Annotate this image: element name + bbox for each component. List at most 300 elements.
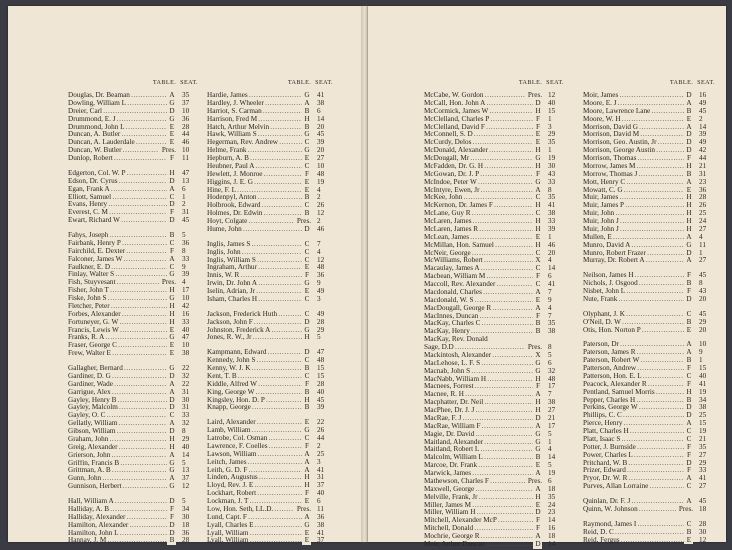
table-letter: C [302,257,311,265]
list-item [68,365,198,373]
seat-number: 8 [182,247,186,255]
list-item [68,100,198,108]
table-letter: E [302,155,311,163]
list-item [68,475,198,483]
guest-name: McFadden, Dr. G. H . . . [424,163,540,171]
table-letter: D [684,296,693,304]
seat-number: 40 [699,372,707,380]
list-item [424,470,564,478]
guest-name: Gardiner, Wade . . . [68,381,174,389]
list-item [68,155,198,163]
list-item [68,514,198,522]
table-letter: D [167,404,176,412]
guest-name: Inglis, William S . . . [207,257,309,265]
seat-number: 48 [317,357,325,365]
guest-name: Holmes, Dr. Edwin . . . [207,210,309,218]
seat-number: 12 [317,256,325,264]
seat-number: 33 [548,218,556,225]
guest-name: Mathewson, Charles F . . . [424,478,540,486]
right-page [368,6,726,548]
table-letter: A [167,256,176,264]
table-letter: H [533,202,542,210]
table-letter: F [533,124,542,132]
seat-number: 6 [548,477,552,485]
list-item [424,131,564,139]
seat-number: 19 [548,155,556,162]
header-seat-label: SEAT. [315,79,333,86]
seat-number: 37 [317,482,325,490]
table-letter: A [533,289,542,297]
list-item [583,521,715,529]
guest-name: Reid, D. C . . . [583,529,691,537]
guest-name: Gayley, Malcolm . . . [68,404,174,412]
list-item [424,242,564,250]
guest-name: Douglas, Dr. Beaman . . . [68,92,174,100]
table-letter: A [533,305,542,313]
table-letter: D [302,226,311,234]
guest-name: Kennedy, John S . . . [207,357,309,365]
table-letter: C [302,311,311,319]
guest-name: Fahys, Joseph . . . [68,232,174,240]
seat-number: 32 [182,420,190,428]
seat-number: 47 [317,349,325,357]
guest-name: Munro, David A . . . [583,242,691,250]
seat-number: 41 [317,466,325,474]
seat-number: 33 [182,318,190,326]
table-letter: B [684,529,693,537]
seat-number: 13 [182,467,190,475]
list-item [207,435,333,443]
guest-name: Maxwell, George . . . [424,486,540,494]
list-item [68,116,198,124]
table-letter: D [684,139,693,147]
list-item [583,218,715,226]
seat-number: 33 [182,255,190,263]
list-item [68,334,198,342]
table-letter: E [302,187,311,195]
guest-name: Leith, G. D. F . . . [207,467,309,475]
seat-number: 35 [548,320,556,328]
guest-name: Lund, Capt. F . . . [207,514,309,522]
guest-name: Elliott, Samuel . . . [68,194,174,202]
list-item [424,478,564,486]
seat-number: 16 [548,525,556,533]
list-item [424,446,564,454]
list-item [424,187,564,195]
list-item [68,287,198,295]
table-letter: H [302,334,311,342]
table-letter: A [167,452,176,460]
guest-name: Lamb, William . . . [207,427,309,435]
guest-name: Gayley, Henry B . . . [68,397,174,405]
seat-number: 42 [699,147,707,155]
guest-name: Reid, Fergus . . . [583,537,691,545]
guest-name: Hamilton, John L . . . [68,530,174,538]
list-item [68,373,198,381]
seat-number: 14 [548,454,556,462]
table-letter: D [167,108,176,116]
list-item [424,171,564,179]
guest-name: Gayley, O. C . . . [68,412,174,420]
seat-number: 4 [548,257,552,265]
table-letter: D [684,460,693,468]
table-letter: B [302,404,311,412]
table-letter: B [684,357,693,365]
seat-number: 37 [317,537,325,545]
seat-number: 10 [182,147,190,155]
guest-name: MacInnes, Duncan . . . [424,313,540,321]
seat-number: 42 [182,302,190,310]
list-item [424,541,564,549]
table-letter: H [302,116,311,124]
seat-number: 28 [182,537,190,545]
table-letter: B [302,124,311,132]
guest-name: Lawrence, F. Coelles . . . [207,443,309,451]
table-letter: H [684,218,693,226]
guest-name: Hewlett, J. Monroe . . . [207,171,309,179]
guest-name: Graham, John . . . [68,436,174,444]
guest-name: Lyall, Charles E . . . [207,522,309,530]
seat-number: 5 [182,459,186,467]
list-item [424,454,564,462]
list-item [207,218,333,226]
guest-name: Edson, Dr. Cyrus . . . [68,178,174,186]
guest-name: Hoyt, Colgate . . . [207,218,309,226]
guest-name: McCurdy, Delos . . . [424,139,540,147]
list-item [68,131,198,139]
guest-name: Gardiner, D. G . . . [68,373,174,381]
table-letter: H [533,108,542,116]
seat-number: 15 [548,107,556,115]
list-item [68,124,198,132]
guest-name: Fletcher, Peter . . . [68,303,174,311]
table-letter: H [167,287,176,295]
list-item [583,452,715,460]
list-item [68,139,198,147]
guest-name: McIndoe, Peter W . . . [424,179,540,187]
seat-number: 25 [699,412,707,420]
seat-number: 32 [182,372,190,380]
table-letter: H [533,494,542,502]
list-item [207,116,333,124]
seat-number: 18 [699,505,707,513]
guest-name: McClelland, David F . . . [424,124,540,132]
table-letter: C [302,296,311,304]
table-letter: Pres. [294,506,313,514]
guest-name: Kingsley, Hon. D. P . . . [207,397,309,405]
table-letter: H [533,218,542,226]
list-item [207,506,333,514]
guest-name: McConnell, S. D . . . [424,131,540,139]
guest-name: Lockman, J. T . . . [207,498,309,506]
seat-number: 4 [548,446,552,454]
seat-number: 32 [548,367,556,375]
seat-number: 15 [699,420,707,428]
table-letter: A [684,475,693,483]
seat-number: 19 [699,428,707,435]
table-letter: E [167,131,176,139]
table-letter: D [167,522,176,530]
seat-number: 4 [182,279,186,287]
list-item [583,226,715,234]
table-letter: F [684,272,693,280]
seat-number: 15 [317,372,325,380]
guest-name: Pryor, Dr. W. R . . . [583,475,691,483]
seat-number: 38 [699,404,707,412]
header-seat-label: SEAT. [546,79,564,86]
list-item [207,482,333,490]
seat-number: 4 [317,248,321,256]
table-letter: A [533,486,542,494]
seat-number: 6 [317,498,321,505]
seat-number: 30 [548,162,556,170]
table-letter: C [302,249,311,257]
guest-name: Paterson, Dr . . . [583,341,691,349]
seat-number: 27 [317,155,325,162]
table-letter: C [302,373,311,381]
table-letter: H [533,376,542,384]
list-item [583,506,715,514]
table-letter: C [167,412,176,420]
table-letter: E [302,530,311,538]
list-item [207,537,333,545]
list-item [583,131,715,139]
table-letter: E [167,124,176,132]
guest-name: Faulkner, E. D . . . [68,264,174,272]
table-letter: A [167,420,176,428]
list-item [68,295,198,303]
seat-number: 47 [182,169,190,177]
table-letter: E [533,297,542,305]
seat-number: 8 [182,428,186,435]
guest-name: McDougall, Mr . . . [424,155,540,163]
table-letter: A [684,341,693,349]
seat-number: 5 [548,430,552,438]
guest-name: Prizer, Edward . . . [583,467,691,475]
guest-name: Marcoe, Dr. Frank . . . [424,462,540,470]
table-letter: C [533,194,542,202]
guest-name: Innis, W. R . . . [207,272,309,280]
seat-number: 37 [182,475,190,483]
list-item [583,444,715,452]
guest-name: Linden, Augustus . . . [207,474,309,482]
seat-number: 39 [548,225,556,233]
table-letter: D [167,373,176,381]
table-letter: A [684,124,693,132]
list-item [583,155,715,163]
table-letter: X [533,257,542,265]
list-item [207,264,333,272]
guest-name: Iselin, Adrian, Jr . . . [207,288,309,296]
seat-number: 29 [699,318,707,326]
table-letter: G [302,427,311,435]
table-letter: H [533,147,542,155]
table-letter: H [167,170,176,178]
guest-name: Olyphant, J. K . . . [583,311,691,319]
list-item [424,289,564,297]
guest-name: Kampmann, Edward . . . [207,349,309,357]
guest-name: Otis, Hon. Norton P . . . [583,327,691,335]
table-letter: G [533,155,542,163]
table-letter: G [167,365,176,373]
list-item [68,279,198,287]
guest-name: Falconer, James W . . . [68,256,174,264]
list-item [68,108,198,116]
guest-name: Maitland, Alexander . . . [424,439,540,447]
header-table-label: TABLE. [518,79,543,86]
guest-name: Lloyd, Rev. J. E . . . [207,482,309,490]
list-item [68,342,198,350]
guest-name: Hegerman, Rev. Andrew . . . [207,139,309,147]
seat-number: 4 [699,233,703,241]
guest-name: Isham, Charles H . . . [207,296,309,304]
list-item [583,537,715,545]
seat-number: 31 [317,474,325,482]
list-item [68,506,198,514]
list-item [583,116,715,124]
list-item [424,525,564,533]
seat-number: 9 [317,280,321,288]
guest-name: Ingraham, Arthur . . . [207,264,309,272]
list-item [583,234,715,242]
guest-name: Moore, E. J . . . [583,100,691,108]
table-letter: Pres. [525,344,544,352]
seat-number: 18 [548,533,556,540]
guest-name: McKernon, Dr. James F . . . [424,202,540,210]
guest-name: Duncan, A. Butler . . . [68,131,174,139]
list-item [207,163,333,171]
guest-name: Gallagher, Bernard . . . [68,365,174,373]
list-item [68,444,198,452]
seat-number: 21 [699,162,707,170]
guest-name: Mullen, E . . . [583,234,691,242]
header-table-label: TABLE. [152,79,177,86]
list-item [207,272,333,280]
table-letter: A [533,423,542,431]
table-letter: D [533,509,542,517]
table-letter: E [302,179,311,187]
list-item [68,217,198,225]
column-header [424,78,564,88]
guest-name: Hepburn, A. B . . . [207,155,309,163]
column-2 [207,78,333,545]
table-letter: H [533,242,542,250]
list-item [68,412,198,420]
guest-name: Morrison, Thomas . . . [583,155,691,163]
guest-name: Edgerton, Col. W. P . . . [68,170,174,178]
list-item [207,179,333,187]
seat-number: 45 [317,396,325,404]
table-letter: C [684,428,693,436]
guest-name: Quinn, W. Johnson . . . [583,506,691,514]
seat-number: 27 [699,257,707,265]
guest-name: Ewart, Richard W . . . [68,217,174,225]
guest-name: MacPhee, Dr. J. J . . . [424,407,540,415]
guest-name: Leitch, James . . . [207,459,309,467]
guest-name: Nisbet, John L . . . [583,288,691,296]
table-letter: G [302,92,311,100]
seat-number: 29 [548,131,556,139]
seat-number: 17 [548,422,556,430]
list-item [424,328,564,336]
table-letter: E [684,187,693,195]
seat-number: 21 [699,435,707,443]
list-item [68,467,198,475]
table-letter: A [684,349,693,357]
table-letter: G [167,271,176,279]
seat-number: 25 [317,450,325,458]
seat-number: 45 [699,272,707,280]
table-letter: B [167,232,176,240]
table-letter: G [302,522,311,530]
seat-number: 16 [182,310,190,318]
table-letter: A [533,470,542,478]
guest-name: McClelland, Charles P . . . [424,116,540,124]
seat-number: 14 [548,540,556,548]
list-item [583,163,715,171]
guest-name: Gibson, William . . . [68,428,174,436]
table-letter: G [302,131,311,139]
list-item [207,467,333,475]
guest-name: Morrison, Geo. Austin, Jr . . . [583,139,691,147]
table-letter: C [167,264,176,272]
seat-number: 22 [182,380,190,388]
guest-name: McIntyre, Ewen, Jr . . . [424,187,540,195]
guest-name: Paterson, James R . . . [583,349,691,357]
guest-name: Macnees, Forrest . . . [424,383,540,391]
list-item [207,147,333,155]
list-item [207,108,333,116]
table-letter: A [684,257,693,265]
guest-name: Macphatter, Dr. Neil . . . [424,399,540,407]
seat-number: 8 [699,280,703,288]
table-letter: H [302,474,311,482]
guest-name: McCall, Hon. John A . . . [424,100,540,108]
header-table-label: TABLE. [287,79,312,86]
list-item [207,365,333,373]
table-letter: H [684,194,693,202]
list-item [583,460,715,468]
list-item [583,436,715,444]
guest-name: Kenny, W. J. K . . . [207,365,309,373]
guest-name: McMillan, Hon. Samuel . . . [424,242,540,250]
guest-name: Low, Hon. Seth, LL.D. . . . [207,506,309,514]
list-item [68,240,198,248]
seat-number: 24 [699,218,707,225]
guest-name: Hardley, J. Wheeler . . . [207,100,309,108]
list-item [583,373,715,381]
list-item [68,303,198,311]
table-letter: G [533,446,542,454]
list-item [583,365,715,373]
guest-name: Everest, C. M . . . [68,209,174,217]
guest-name: Holbrook, Edward . . . [207,202,309,210]
table-letter: H [167,311,176,319]
table-letter: C [302,357,311,365]
guest-name: Harriot, S. Carman . . . [207,108,309,116]
list-item [207,241,333,249]
table-letter: A [302,451,311,459]
seat-number: 45 [699,310,707,318]
guest-name: McCabe, W. Gordon . . . [424,92,540,100]
list-item [68,420,198,428]
guest-name: McLaren, James R . . . [424,226,540,234]
table-letter: G [167,116,176,124]
list-item [424,509,564,517]
seat-number: 30 [182,396,190,404]
seat-number: 40 [182,326,190,334]
guest-name: Mowatt, C. G . . . [583,187,691,195]
